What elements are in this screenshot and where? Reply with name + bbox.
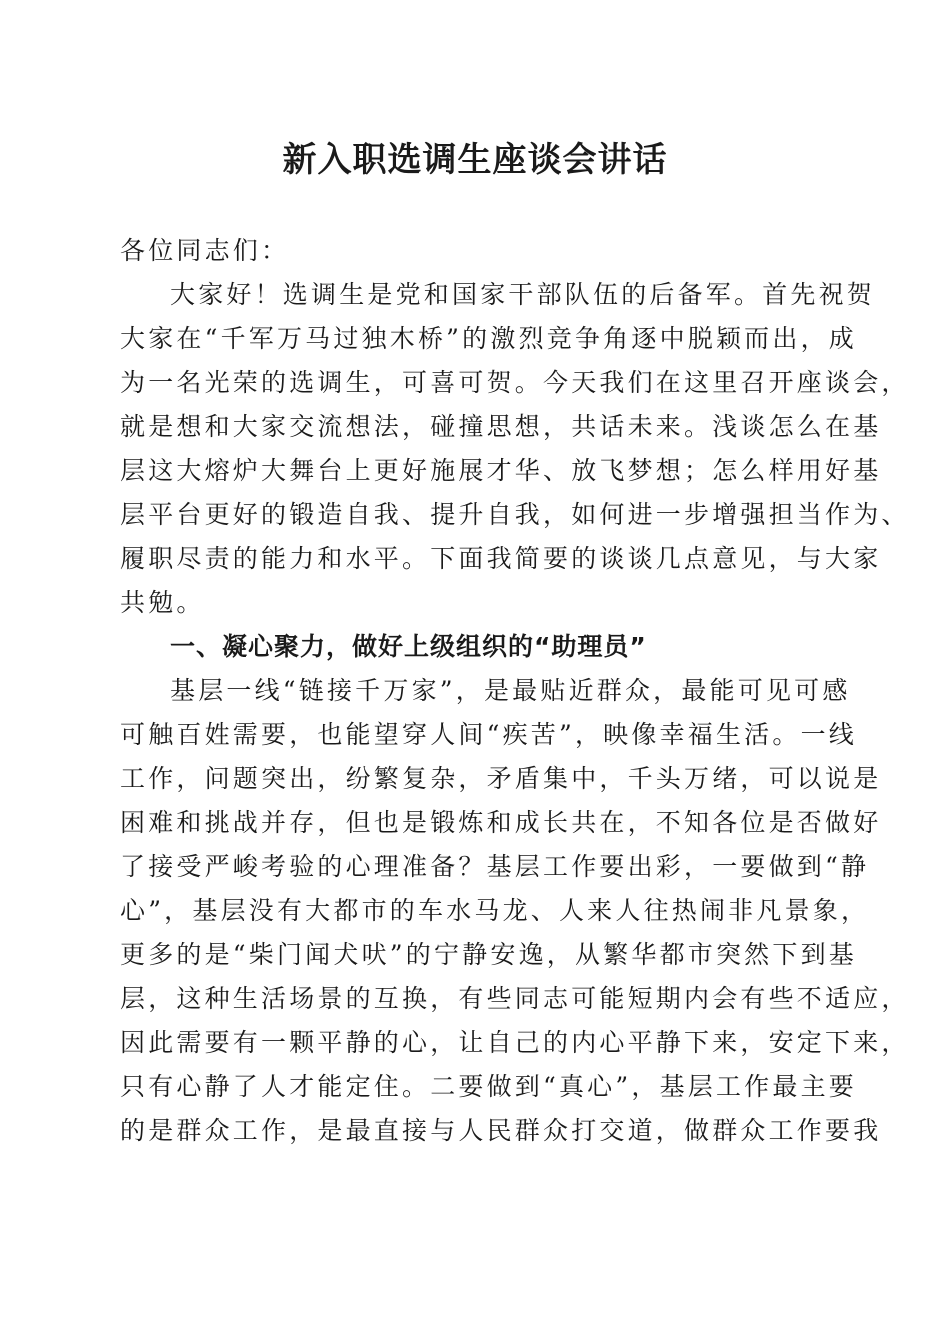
paragraph-line: 困难和挑战并存，但也是锻炼和成长共在，不知各位是否做好	[120, 808, 882, 837]
paragraph-line: 可触百姓需要，也能望穿人间“疾苦”，映像幸福生活。一线	[120, 720, 857, 749]
document-title: 新入职选调生座谈会讲话	[282, 140, 668, 180]
paragraph-line: 只有心静了人才能定住。二要做到“真心”，基层工作最主要	[120, 1072, 857, 1101]
paragraph-line: 基层一线“链接千万家”，是最贴近群众，最能可见可感	[170, 676, 851, 705]
paragraph-line: 了接受严峻考验的心理准备？基层工作要出彩，一要做到“静	[120, 852, 870, 881]
paragraph-line: 心”，基层没有大都市的车水马龙、人来人往热闹非凡景象，	[120, 896, 870, 925]
paragraph-line: 为一名光荣的选调生，可喜可贺。今天我们在这里召开座谈会，	[120, 368, 910, 397]
paragraph-line: 就是想和大家交流想法，碰撞思想，共话未来。浅谈怎么在基	[120, 412, 882, 441]
paragraph-line: 共勉。	[120, 588, 205, 617]
paragraph-line: 大家在“千军万马过独木桥”的激烈竞争角逐中脱颖而出，成	[120, 324, 857, 353]
paragraph-line: 履职尽责的能力和水平。下面我简要的谈谈几点意见，与大家	[120, 544, 882, 573]
paragraph-line: 更多的是“柴门闻犬吠”的宁静安逸，从繁华都市突然下到基	[120, 940, 857, 969]
salutation: 各位同志们：	[120, 236, 290, 265]
paragraph-line: 的是群众工作，是最直接与人民群众打交道，做群众工作要我	[120, 1116, 882, 1145]
section-heading: 一、凝心聚力，做好上级组织的“助理员”	[170, 632, 647, 661]
paragraph-line: 大家好！选调生是党和国家干部队伍的后备军。首先祝贺	[170, 280, 876, 309]
paragraph-line: 工作，问题突出，纷繁复杂，矛盾集中，千头万绪，可以说是	[120, 764, 882, 793]
paragraph-line: 因此需要有一颗平静的心，让自己的内心平静下来，安定下来，	[120, 1028, 910, 1057]
paragraph-line: 层，这种生活场景的互换，有些同志可能短期内会有些不适应，	[120, 984, 910, 1013]
paragraph-line: 层平台更好的锻造自我、提升自我，如何进一步增强担当作为、	[120, 500, 910, 529]
paragraph-line: 层这大熔炉大舞台上更好施展才华、放飞梦想；怎么样用好基	[120, 456, 882, 485]
